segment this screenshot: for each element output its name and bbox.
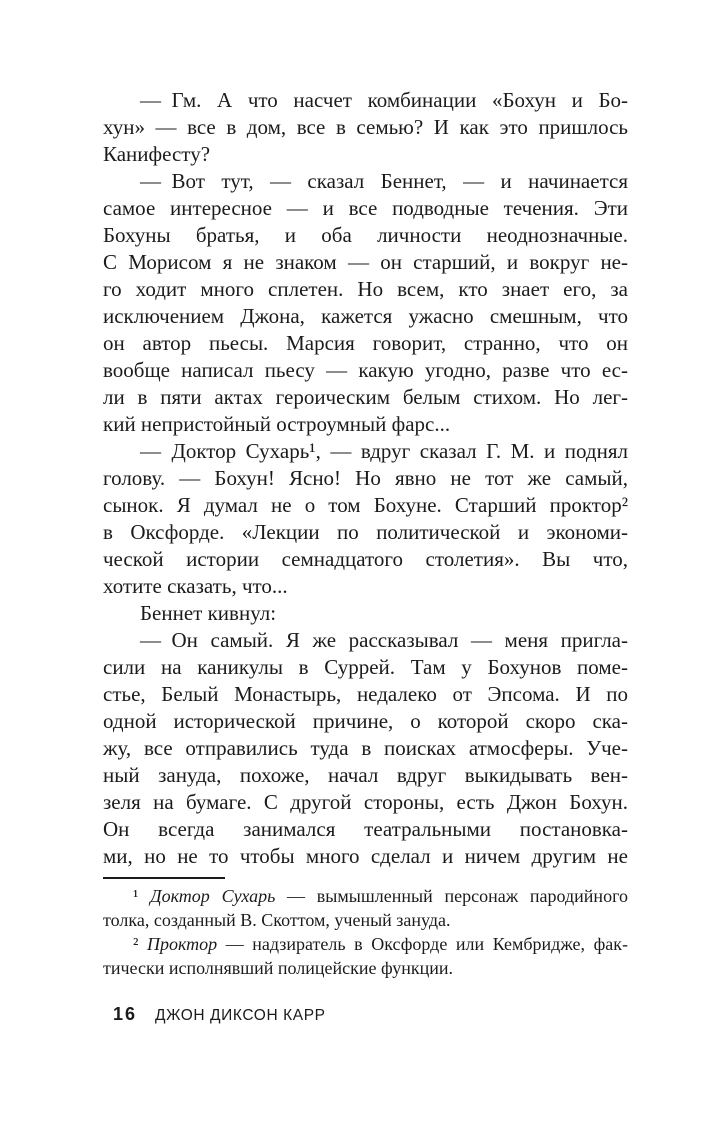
- text-line: ческой истории семнадцатого столетия». Вы что,: [103, 547, 628, 571]
- text-line: Он всегда занимался театральными постановка-: [103, 817, 628, 841]
- text-line: самое интересное — и все подводные течения. Эти: [103, 196, 628, 220]
- text-line: — Вот тут, — сказал Беннет, — и начинается: [140, 169, 628, 193]
- text-line: сынок. Я думал не о том Бохуне. Старший проктор²: [103, 493, 628, 517]
- text-line: зеля на бумаге. С другой стороны, есть Джон Бохун.: [103, 790, 628, 814]
- text-line: — Гм. А что насчет комбинации «Бохун и Бо-: [140, 88, 628, 112]
- text-line: он автор пьесы. Марсия говорит, странно, что он: [103, 331, 628, 355]
- text-line: ² Проктор — надзиратель в Оксфорде или Кембридже, фак-: [133, 934, 628, 954]
- footnote-divider: [103, 877, 225, 879]
- text-line: тически исполнявший полицейские функции.: [103, 958, 454, 978]
- text-line: вообще написал пьесу — какую угодно, разве что ес-: [103, 358, 628, 382]
- page-footer: [113, 1004, 326, 1025]
- text-line: Канифесту?: [103, 142, 211, 166]
- text-line: — Доктор Сухарь¹, — вдруг сказал Г. М. и поднял: [140, 439, 628, 463]
- text-line: ми, но не то чтобы много сделал и ничем другим не: [103, 844, 628, 868]
- text-line: хотите сказать, что...: [103, 574, 288, 598]
- text-line: голову. — Бохун! Ясно! Но явно не тот же самый,: [103, 466, 628, 490]
- text-line: ¹ Доктор Сухарь — вымышленный персонаж пародийного: [133, 886, 628, 906]
- body-text: [103, 87, 628, 870]
- text-line: Бохуны братья, и оба личности неоднозначные.: [103, 223, 628, 247]
- text-line: — Он самый. Я же рассказывал — меня пригла-: [140, 628, 628, 652]
- text-line: Беннет кивнул:: [140, 601, 277, 625]
- text-line: жу, все отправились туда в поисках атмосферы. Уче-: [103, 736, 628, 760]
- text-line: сили на каникулы в Суррей. Там у Бохунов поме-: [103, 655, 628, 679]
- text-line: ный зануда, похоже, начал вдруг выкидывать вен-: [103, 763, 628, 787]
- text-line: одной исторической причине, о которой скоро ска-: [103, 709, 628, 733]
- text-line: кий непристойный остроумный фарс...: [103, 412, 451, 436]
- text-line: стье, Белый Монастырь, недалеко от Эпсома. И по: [103, 682, 628, 706]
- text-line: ли в пяти актах героическим белым стихом. Но лег-: [103, 385, 628, 409]
- text-line: исключением Джона, кажется ужасно смешным, что: [103, 304, 628, 328]
- text-line: толка, созданный В. Скоттом, ученый зануда.: [103, 910, 451, 930]
- text-line: го ходит много сплетен. Но всем, кто знает его, за: [103, 277, 628, 301]
- text-line: хун» — все в дом, все в семью? И как это пришлось: [103, 115, 628, 139]
- footnotes: [103, 884, 628, 980]
- text-line: в Оксфорде. «Лекции по политической и экономи-: [103, 520, 628, 544]
- text-line: С Морисом я не знаком — он старший, и вокруг не-: [103, 250, 628, 274]
- running-title: ДЖОН ДИКСОН КАРР: [155, 1007, 326, 1024]
- page-number: 16: [113, 1004, 138, 1024]
